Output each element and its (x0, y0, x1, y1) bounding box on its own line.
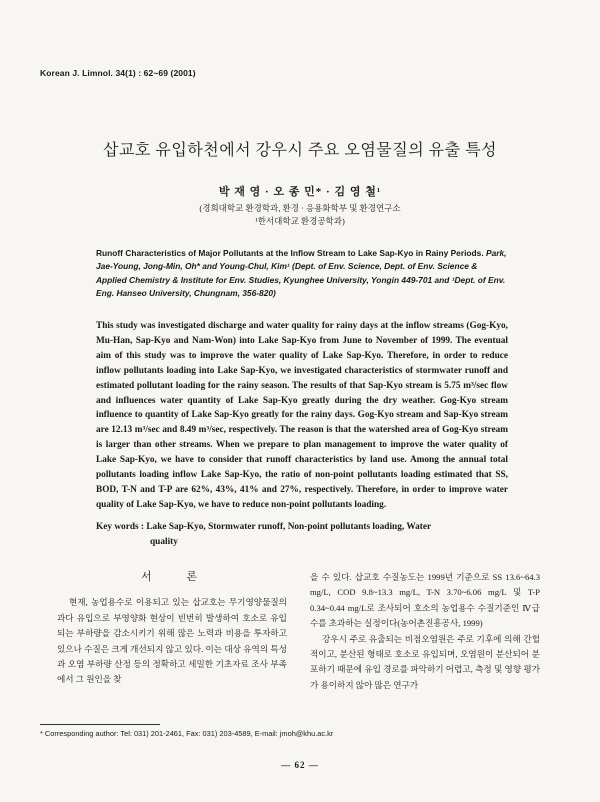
abstract: This study was investigated discharge and water quality for rainy days at the inflow streams (Gog-Kyo, Mu-Han, Sap-Kyo and Nam-Won) into Lake Sap-Kyo from June to November of 1999. The eventual aim of this study was to improve the water quality of Lake Sap-Kyo. Therefore, in order to reduce inflow pollutants loading into Lake Sap-Kyo, we investigated characteristics of stormwater runoff and estimated pollutant loading for the rainy season. The results of that Sap-Kyo stream is 5.75 m³/sec flow and influences water quantity of Lake Sap-Kyo greatly during the dry weather. Gog-Kyo stream influence to quantity of Lake Sap-Kyo greatly for the rainy days. Gog-Kyo stream and Sap-Kyo stream are 12.13 m³/sec and 8.49 m³/sec, respectively. The reason is that the watershed area of Gog-Kyo stream is larger than other streams. When we prepare to plan management to improve the water quality of Lake Sap-Kyo, we have to consider that runoff characteristics by land use. Among the annual total pollutants loading inflow Lake Sap-Kyo, the ratio of non-point pollutants loading estimated that SS, BOD, T-N and T-P are 62%, 43%, 41% and 27%, respectively. Therefore, in order to improve water quality of Lake Sap-Kyo, we have to reduce non-point pollutants loading. (96, 321, 508, 510)
body-paragraph: 강우시 주로 유출되는 비점오염원은 주로 기후에 의해 간헐적이고, 분산된 형태로 호소로 유입되며, 오염원이 분산되어 분포하기 때문에 유입 경로를 파악하기 어렵고, 측정 및 영향 평가가 용이하지 않아 많은 연구가 (310, 633, 540, 690)
footnote-divider (40, 724, 160, 725)
keywords (96, 520, 508, 550)
body-right-column (310, 570, 540, 693)
korean-authors: 박 재 영 · 오 종 민* · 김 영 철¹ (218, 186, 382, 198)
keywords-line-1: Key words : Lake Sap-Kyo, Stormwater runoff, Non-point pollutants loading, Water (96, 522, 432, 532)
english-title-block (96, 247, 508, 301)
page-number: — 62 — (281, 760, 319, 770)
keywords-line-2: quality (150, 537, 178, 547)
affiliation-line-1: (경희대학교 환경학과, 환경 · 응용화학부 및 환경연구소 (199, 203, 401, 213)
english-title: Runoff Characteristics of Major Pollutants at the Inflow Stream to Lake Sap-Kyo in Rainy Periods. (96, 248, 484, 258)
body-left-column (57, 570, 287, 688)
korean-title: 삽교호 유입하천에서 강우시 주요 오염물질의 유출 특성 (103, 142, 497, 159)
body-paragraph: 현재, 농업용수로 이용되고 있는 삽교호는 무기영양물질의 과다 유입으로 부영양화 현상이 빈번히 발생하여 호소로 유입되는 부하량을 감소시키기 위해 많은 노력과 비용을 투자하고 있으나 수질은 크게 개선되지 않고 있다. 이는 대상 유역의 특성과 오염 부하량 산정 등의 정확하고 세밀한 기초자료 조사 부족에서 그 원인을 찾 (57, 597, 287, 685)
affiliation-line-2: ¹한서대학교 환경공학과) (255, 216, 345, 226)
body-paragraph: 을 수 있다. 삽교호 수질농도는 1999년 기준으로 SS 13.6~64.3 mg/L, COD 9.8~13.3 mg/L, T-N 3.70~6.06 mg/L 및 T-P 0.34~0.44 mg/L로 조사되어 호소의 농업용수 수질기준인 Ⅳ급수를 초과하는 실정이다(농어촌진흥공사, 1999) (310, 572, 540, 629)
section-title: 서 론 (140, 571, 213, 583)
footnote: * Corresponding author: Tel: 031) 201-2461, Fax: 031) 203-4589, E-mail: jmoh@khu.ac.kr (40, 729, 334, 738)
journal-reference: Korean J. Limnol. 34(1) : 62~69 (2001) (40, 68, 196, 78)
korean-affiliation (0, 202, 600, 228)
english-authors-affiliation: Park, Jae-Young, Jong-Min, Oh* and Young-Chul, Kim¹ (Dept. of Env. Science, Dept. of Env. Science & Applied Chemistry & Institute for Env. Studies, Kyunghee University, Yongin 449-701 and ¹Dept. of Env. Eng. Hanseo University, Chungnam, 356-820) (96, 248, 507, 299)
